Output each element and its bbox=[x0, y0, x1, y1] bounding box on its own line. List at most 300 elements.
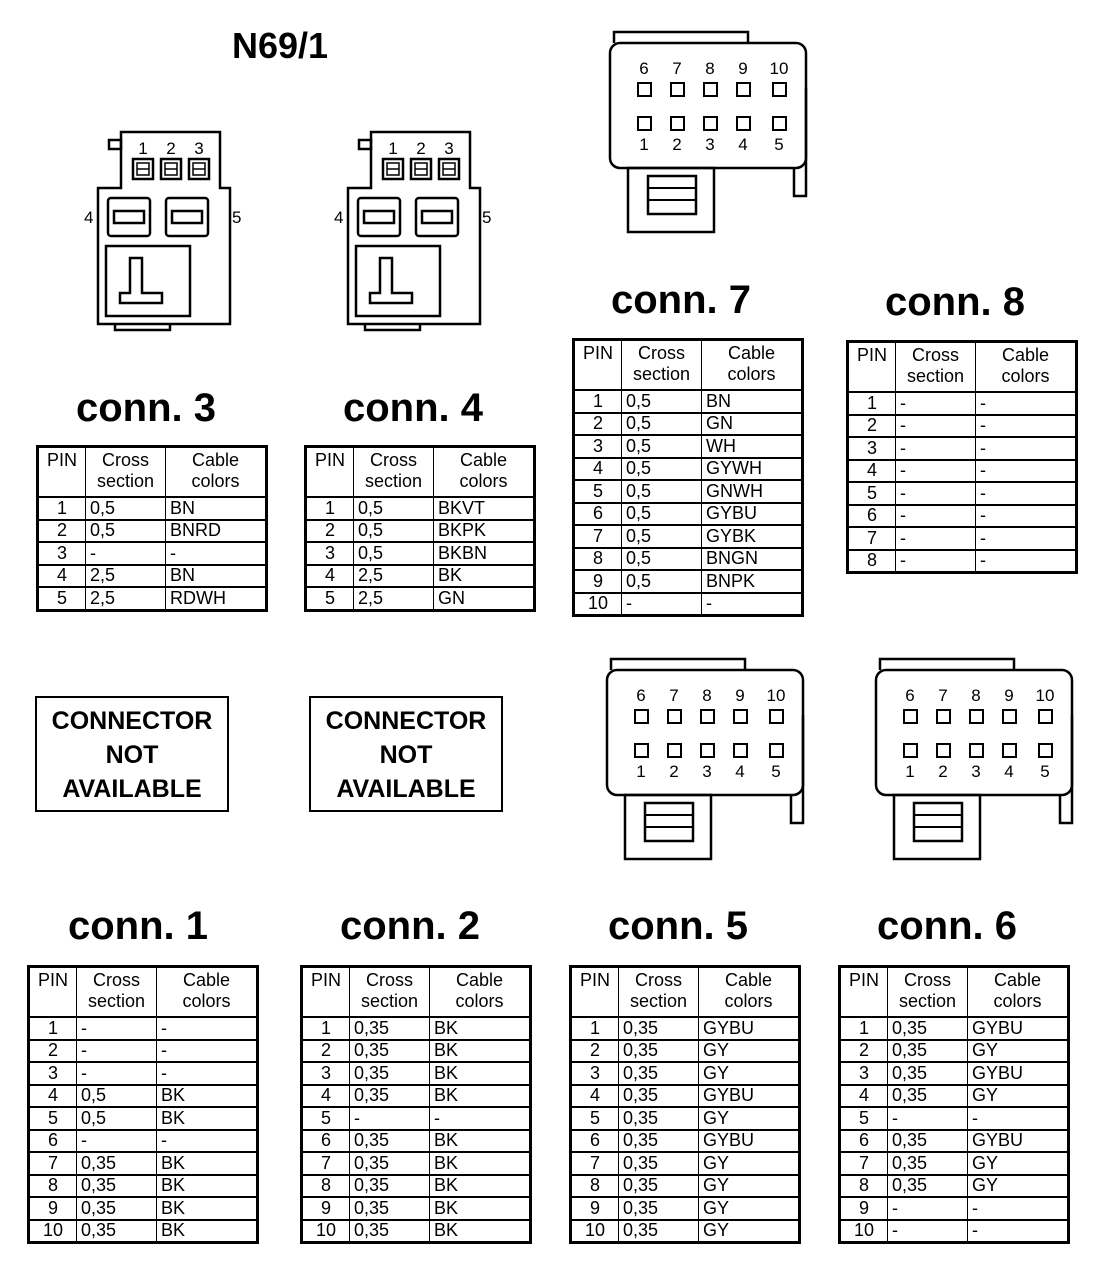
table-row bbox=[840, 1220, 1069, 1243]
pin-label: 8 bbox=[971, 686, 981, 705]
cable-color: GYBU bbox=[968, 1017, 1069, 1040]
table-row bbox=[840, 1175, 1069, 1198]
cross-section: 0,35 bbox=[350, 1017, 430, 1040]
cable-color: BKBN bbox=[434, 542, 535, 565]
cable-colors-header: Cable colors bbox=[434, 447, 535, 498]
cross-section: 0,35 bbox=[77, 1175, 157, 1198]
cross-section: - bbox=[896, 550, 976, 573]
table-row bbox=[38, 520, 267, 543]
power-socket-slot bbox=[422, 211, 452, 223]
cross-section: 0,35 bbox=[888, 1062, 968, 1085]
housing-side-tab bbox=[794, 88, 806, 196]
cable-color: GY bbox=[968, 1040, 1069, 1063]
table-row bbox=[571, 1062, 800, 1085]
cross-section-header: Cross section bbox=[619, 967, 699, 1018]
cross-section: 0,35 bbox=[350, 1040, 430, 1063]
pin-header: PIN bbox=[840, 967, 888, 1018]
conn-7-table bbox=[572, 338, 804, 617]
cross-section: 0,5 bbox=[622, 548, 702, 571]
pin-label: 9 bbox=[738, 59, 748, 78]
pin-label: 4 bbox=[334, 208, 344, 227]
table-header-row bbox=[571, 967, 800, 1018]
cross-section: - bbox=[888, 1107, 968, 1130]
cross-section: 0,35 bbox=[619, 1152, 699, 1175]
cross-section: - bbox=[622, 593, 702, 616]
housing-top-lip bbox=[611, 659, 745, 670]
pin-number: 1 bbox=[574, 390, 622, 413]
pin-socket bbox=[734, 710, 747, 723]
pin-socket bbox=[773, 117, 786, 130]
pin-number: 6 bbox=[840, 1130, 888, 1153]
conn-4-title: conn. 4 bbox=[343, 386, 484, 430]
table-row bbox=[29, 1062, 258, 1085]
pin-socket bbox=[671, 83, 684, 96]
pin-socket bbox=[668, 744, 681, 757]
pin-number: 7 bbox=[840, 1152, 888, 1175]
pin-number: 7 bbox=[302, 1152, 350, 1175]
pin-label: 2 bbox=[672, 135, 682, 154]
pin-number: 8 bbox=[571, 1175, 619, 1198]
table-row bbox=[306, 565, 535, 588]
table-row bbox=[574, 570, 803, 593]
cable-color: - bbox=[968, 1107, 1069, 1130]
pin-header: PIN bbox=[29, 967, 77, 1018]
cable-colors-header: Cable colors bbox=[976, 342, 1077, 393]
cable-color: BKVT bbox=[434, 497, 535, 520]
cable-color: BNGN bbox=[702, 548, 803, 571]
pin-number: 3 bbox=[840, 1062, 888, 1085]
cross-section: - bbox=[896, 437, 976, 460]
connector-3-drawing bbox=[80, 128, 250, 338]
table-row bbox=[574, 503, 803, 526]
pin-number: 10 bbox=[574, 593, 622, 616]
latch-lever bbox=[370, 258, 412, 303]
cross-section: 0,5 bbox=[77, 1085, 157, 1108]
pin-number: 5 bbox=[302, 1107, 350, 1130]
cross-section: 2,5 bbox=[354, 587, 434, 610]
table-row bbox=[306, 497, 535, 520]
housing-top-lip bbox=[880, 659, 1014, 670]
cross-section: 0,5 bbox=[622, 480, 702, 503]
pin-number: 1 bbox=[29, 1017, 77, 1040]
table-row bbox=[571, 1197, 800, 1220]
cable-color: GN bbox=[702, 413, 803, 436]
table-row bbox=[302, 1062, 531, 1085]
pin-number: 3 bbox=[848, 437, 896, 460]
cable-color: GYBU bbox=[702, 503, 803, 526]
table-row bbox=[306, 520, 535, 543]
table-row bbox=[29, 1017, 258, 1040]
pin-label: 6 bbox=[905, 686, 915, 705]
table-row bbox=[574, 548, 803, 571]
cross-section: 0,35 bbox=[619, 1220, 699, 1243]
table-header-row bbox=[29, 967, 258, 1018]
pin-number: 6 bbox=[29, 1130, 77, 1153]
cross-section: 0,35 bbox=[350, 1152, 430, 1175]
table-row bbox=[571, 1040, 800, 1063]
cable-color: GN bbox=[434, 587, 535, 610]
table-row bbox=[571, 1085, 800, 1108]
latch-lever bbox=[120, 258, 162, 303]
pin-socket bbox=[904, 710, 917, 723]
pin-socket bbox=[770, 744, 783, 757]
cable-color: GYBU bbox=[699, 1017, 800, 1040]
pin-number: 6 bbox=[574, 503, 622, 526]
pin-number: 4 bbox=[302, 1085, 350, 1108]
pin-number: 9 bbox=[571, 1197, 619, 1220]
table-row bbox=[571, 1107, 800, 1130]
pin-header: PIN bbox=[302, 967, 350, 1018]
table-row bbox=[574, 480, 803, 503]
pin-number: 4 bbox=[840, 1085, 888, 1108]
table-row bbox=[840, 1017, 1069, 1040]
table-row bbox=[302, 1130, 531, 1153]
cable-colors-header: Cable colors bbox=[157, 967, 258, 1018]
pin-label: 7 bbox=[672, 59, 682, 78]
pin-number: 5 bbox=[306, 587, 354, 610]
cable-color: GYBU bbox=[968, 1130, 1069, 1153]
pin-number: 4 bbox=[38, 565, 86, 588]
pin-label: 1 bbox=[636, 762, 646, 781]
cross-section-header: Cross section bbox=[622, 340, 702, 391]
cable-color: GNWH bbox=[702, 480, 803, 503]
table-row bbox=[840, 1107, 1069, 1130]
table-row bbox=[840, 1197, 1069, 1220]
pin-label: 10 bbox=[1035, 686, 1055, 705]
cross-section-header: Cross section bbox=[86, 447, 166, 498]
cable-color: - bbox=[976, 415, 1077, 438]
pin-socket bbox=[734, 744, 747, 757]
conn-5-title: conn. 5 bbox=[608, 904, 749, 948]
pin-number: 2 bbox=[302, 1040, 350, 1063]
table-row bbox=[29, 1220, 258, 1243]
pin-number: 4 bbox=[848, 460, 896, 483]
cable-colors-header: Cable colors bbox=[166, 447, 267, 498]
pin-number: 1 bbox=[840, 1017, 888, 1040]
table-row bbox=[848, 550, 1077, 573]
connector-not-available-2: CONNECTOR NOT AVAILABLE bbox=[309, 696, 503, 812]
connector-5-drawing bbox=[601, 655, 811, 865]
cable-color: - bbox=[976, 460, 1077, 483]
table-row bbox=[302, 1220, 531, 1243]
pin-number: 2 bbox=[848, 415, 896, 438]
table-row bbox=[840, 1062, 1069, 1085]
cross-section: 0,35 bbox=[350, 1062, 430, 1085]
pin-label: 8 bbox=[702, 686, 712, 705]
pin-socket bbox=[970, 744, 983, 757]
pin-header: PIN bbox=[306, 447, 354, 498]
cable-color: - bbox=[157, 1062, 258, 1085]
table-row bbox=[29, 1152, 258, 1175]
cable-color: BK bbox=[430, 1085, 531, 1108]
pin-number: 7 bbox=[29, 1152, 77, 1175]
cross-section: 0,35 bbox=[888, 1130, 968, 1153]
cross-section: - bbox=[86, 542, 166, 565]
pin-label: 2 bbox=[669, 762, 679, 781]
table-row bbox=[848, 505, 1077, 528]
pin-number: 5 bbox=[840, 1107, 888, 1130]
table-header-row bbox=[848, 342, 1077, 393]
pin-label: 6 bbox=[639, 59, 649, 78]
table-row bbox=[848, 482, 1077, 505]
pin-socket bbox=[701, 710, 714, 723]
pin-number: 10 bbox=[840, 1220, 888, 1243]
cross-section: - bbox=[896, 505, 976, 528]
cable-color: BK bbox=[434, 565, 535, 588]
conn-6-title: conn. 6 bbox=[877, 904, 1018, 948]
cable-color: GYWH bbox=[702, 458, 803, 481]
pin-socket bbox=[638, 83, 651, 96]
cross-section: 0,35 bbox=[619, 1175, 699, 1198]
pin-number: 7 bbox=[848, 527, 896, 550]
connector-4-drawing bbox=[330, 128, 500, 338]
latch-slot bbox=[914, 803, 962, 841]
cross-section: 0,35 bbox=[350, 1220, 430, 1243]
cable-color: - bbox=[702, 593, 803, 616]
cross-section: 0,5 bbox=[622, 390, 702, 413]
cable-color: BK bbox=[157, 1085, 258, 1108]
pin-label: 8 bbox=[705, 59, 715, 78]
pin-number: 2 bbox=[306, 520, 354, 543]
table-header-row bbox=[38, 447, 267, 498]
pin-number: 9 bbox=[302, 1197, 350, 1220]
pin-number: 4 bbox=[29, 1085, 77, 1108]
pin-number: 3 bbox=[302, 1062, 350, 1085]
table-header-row bbox=[306, 447, 535, 498]
pin-socket bbox=[1039, 710, 1052, 723]
cable-color: GY bbox=[699, 1220, 800, 1243]
pin-label: 9 bbox=[1004, 686, 1014, 705]
cross-section-header: Cross section bbox=[350, 967, 430, 1018]
pin-number: 9 bbox=[574, 570, 622, 593]
cross-section: 0,5 bbox=[354, 497, 434, 520]
table-row bbox=[302, 1040, 531, 1063]
table-row bbox=[38, 497, 267, 520]
pin-socket bbox=[668, 710, 681, 723]
cable-color: - bbox=[157, 1017, 258, 1040]
cross-section-header: Cross section bbox=[896, 342, 976, 393]
pin-label: 4 bbox=[1004, 762, 1014, 781]
pin-number: 7 bbox=[574, 525, 622, 548]
cross-section-header: Cross section bbox=[888, 967, 968, 1018]
table-row bbox=[571, 1220, 800, 1243]
latch-slot bbox=[648, 176, 696, 214]
pin-label: 5 bbox=[771, 762, 781, 781]
cross-section: 0,35 bbox=[888, 1175, 968, 1198]
conn-2-title: conn. 2 bbox=[340, 904, 481, 948]
pin-header: PIN bbox=[574, 340, 622, 391]
pin-socket bbox=[1003, 744, 1016, 757]
table-row bbox=[574, 435, 803, 458]
pin-socket bbox=[904, 744, 917, 757]
cable-color: RDWH bbox=[166, 587, 267, 610]
cable-color: BN bbox=[702, 390, 803, 413]
cable-color: BK bbox=[157, 1152, 258, 1175]
pin-number: 10 bbox=[29, 1220, 77, 1243]
cable-color: BK bbox=[430, 1152, 531, 1175]
cross-section: - bbox=[896, 527, 976, 550]
cross-section: 0,35 bbox=[77, 1220, 157, 1243]
cable-color: - bbox=[976, 550, 1077, 573]
pin-number: 10 bbox=[571, 1220, 619, 1243]
cross-section: 0,5 bbox=[86, 520, 166, 543]
conn-3-title: conn. 3 bbox=[76, 386, 217, 430]
table-row bbox=[848, 437, 1077, 460]
table-row bbox=[302, 1197, 531, 1220]
pin-header: PIN bbox=[571, 967, 619, 1018]
conn-8-table bbox=[846, 340, 1078, 574]
pin-label: 2 bbox=[166, 139, 176, 158]
pin-socket bbox=[737, 83, 750, 96]
cross-section: 0,35 bbox=[350, 1130, 430, 1153]
table-row bbox=[306, 542, 535, 565]
cross-section: - bbox=[896, 460, 976, 483]
table-row bbox=[574, 593, 803, 616]
cable-colors-header: Cable colors bbox=[702, 340, 803, 391]
pin-socket bbox=[937, 710, 950, 723]
table-row bbox=[29, 1107, 258, 1130]
cross-section: 0,5 bbox=[354, 520, 434, 543]
cable-color: BNRD bbox=[166, 520, 267, 543]
pin-label: 4 bbox=[738, 135, 748, 154]
pin-socket bbox=[1039, 744, 1052, 757]
table-row bbox=[38, 542, 267, 565]
housing-top-lip bbox=[614, 32, 748, 43]
pin-label: 3 bbox=[444, 139, 454, 158]
conn-1-table bbox=[27, 965, 259, 1244]
cross-section: - bbox=[896, 482, 976, 505]
pin-number: 5 bbox=[574, 480, 622, 503]
cable-color: - bbox=[976, 527, 1077, 550]
cable-color: - bbox=[976, 482, 1077, 505]
pin-number: 3 bbox=[571, 1062, 619, 1085]
cable-color: - bbox=[976, 437, 1077, 460]
power-socket-slot bbox=[172, 211, 202, 223]
cable-color: BK bbox=[157, 1197, 258, 1220]
cable-color: BK bbox=[430, 1017, 531, 1040]
table-row bbox=[29, 1040, 258, 1063]
cable-color: - bbox=[157, 1040, 258, 1063]
cable-color: BK bbox=[430, 1062, 531, 1085]
cross-section: 0,35 bbox=[888, 1085, 968, 1108]
pin-number: 1 bbox=[302, 1017, 350, 1040]
pin-label: 10 bbox=[766, 686, 786, 705]
pin-socket bbox=[671, 117, 684, 130]
pin-number: 10 bbox=[302, 1220, 350, 1243]
cross-section: 0,35 bbox=[619, 1085, 699, 1108]
table-row bbox=[574, 390, 803, 413]
table-row bbox=[574, 413, 803, 436]
table-row bbox=[848, 392, 1077, 415]
pin-number: 1 bbox=[571, 1017, 619, 1040]
table-row bbox=[306, 587, 535, 610]
table-header-row bbox=[302, 967, 531, 1018]
table-row bbox=[571, 1017, 800, 1040]
table-row bbox=[840, 1085, 1069, 1108]
cable-color: BK bbox=[157, 1107, 258, 1130]
cable-color: GY bbox=[699, 1197, 800, 1220]
pin-label: 2 bbox=[938, 762, 948, 781]
conn-1-title: conn. 1 bbox=[68, 904, 209, 948]
pin-number: 6 bbox=[848, 505, 896, 528]
cable-color: GYBK bbox=[702, 525, 803, 548]
cable-color: GYBU bbox=[968, 1062, 1069, 1085]
cable-color: - bbox=[157, 1130, 258, 1153]
cross-section: 0,5 bbox=[622, 413, 702, 436]
cable-color: BK bbox=[430, 1197, 531, 1220]
pin-socket bbox=[770, 710, 783, 723]
pin-label: 3 bbox=[971, 762, 981, 781]
cross-section: 0,5 bbox=[86, 497, 166, 520]
conn-3-table bbox=[36, 445, 268, 612]
housing-side-tab bbox=[1060, 715, 1072, 823]
cable-color: BK bbox=[430, 1130, 531, 1153]
latch-tab bbox=[109, 140, 121, 149]
cable-color: BK bbox=[430, 1175, 531, 1198]
pin-socket bbox=[701, 744, 714, 757]
pin-label: 4 bbox=[735, 762, 745, 781]
cross-section: 0,35 bbox=[350, 1197, 430, 1220]
pin-socket bbox=[704, 83, 717, 96]
cross-section: 2,5 bbox=[86, 565, 166, 588]
connector-6-drawing bbox=[870, 655, 1080, 865]
cable-colors-header: Cable colors bbox=[968, 967, 1069, 1018]
cable-color: GY bbox=[968, 1175, 1069, 1198]
cross-section: 0,35 bbox=[619, 1107, 699, 1130]
pin-number: 5 bbox=[38, 587, 86, 610]
cross-section: 0,5 bbox=[354, 542, 434, 565]
conn-5-table bbox=[569, 965, 801, 1244]
cross-section: - bbox=[350, 1107, 430, 1130]
pin-label: 10 bbox=[769, 59, 789, 78]
cross-section: 0,35 bbox=[619, 1062, 699, 1085]
table-row bbox=[574, 525, 803, 548]
pin-header: PIN bbox=[848, 342, 896, 393]
cross-section: 0,5 bbox=[622, 503, 702, 526]
table-row bbox=[571, 1152, 800, 1175]
pin-number: 3 bbox=[306, 542, 354, 565]
conn-4-table bbox=[304, 445, 536, 612]
pin-number: 6 bbox=[302, 1130, 350, 1153]
cross-section: - bbox=[77, 1017, 157, 1040]
pin-number: 3 bbox=[38, 542, 86, 565]
pin-label: 1 bbox=[639, 135, 649, 154]
pin-number: 4 bbox=[306, 565, 354, 588]
pin-number: 8 bbox=[848, 550, 896, 573]
pin-number: 5 bbox=[29, 1107, 77, 1130]
pin-number: 1 bbox=[306, 497, 354, 520]
pin-number: 1 bbox=[848, 392, 896, 415]
pin-label: 3 bbox=[194, 139, 204, 158]
cross-section: - bbox=[896, 392, 976, 415]
cable-color: GY bbox=[968, 1085, 1069, 1108]
pin-label: 3 bbox=[702, 762, 712, 781]
cable-color: BKPK bbox=[434, 520, 535, 543]
cross-section: 0,35 bbox=[888, 1152, 968, 1175]
cross-section: 0,35 bbox=[619, 1197, 699, 1220]
cross-section: 2,5 bbox=[86, 587, 166, 610]
cable-color: BN bbox=[166, 497, 267, 520]
pin-label: 6 bbox=[636, 686, 646, 705]
table-row bbox=[840, 1040, 1069, 1063]
cable-color: BNPK bbox=[702, 570, 803, 593]
cross-section: 0,5 bbox=[622, 525, 702, 548]
power-socket-slot bbox=[364, 211, 394, 223]
cross-section: - bbox=[77, 1130, 157, 1153]
cable-color: GY bbox=[699, 1175, 800, 1198]
latch-housing bbox=[106, 246, 190, 316]
pin-number: 8 bbox=[574, 548, 622, 571]
